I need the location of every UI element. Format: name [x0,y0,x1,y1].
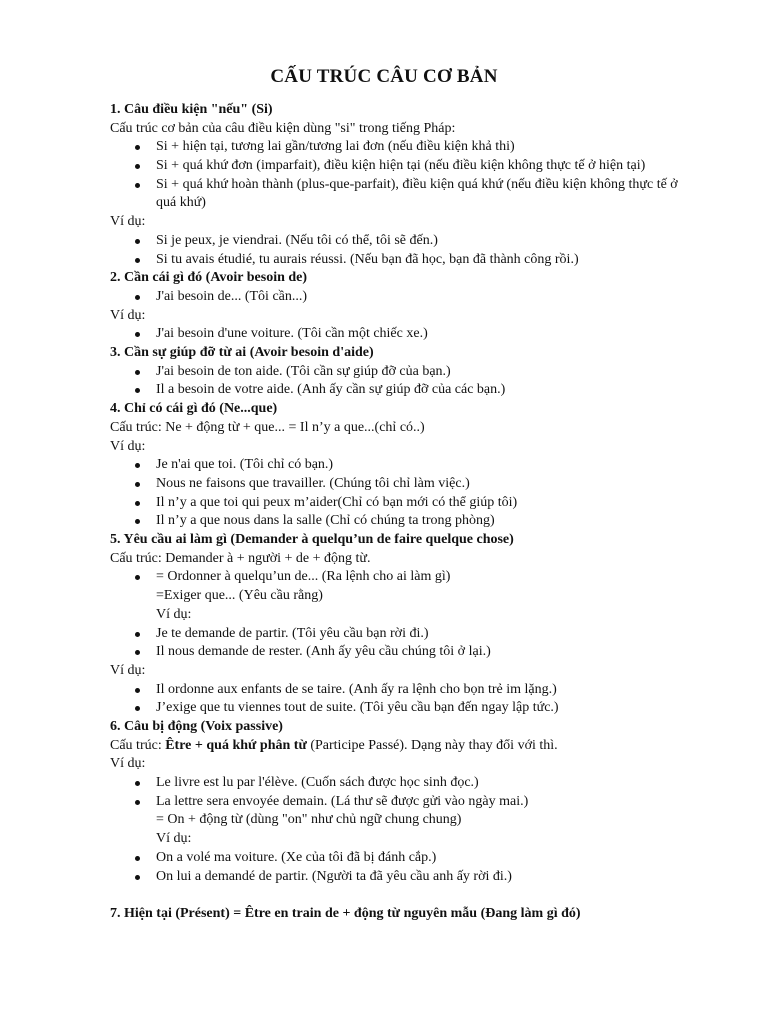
list-item: Si je peux, je viendrai. (Nếu tôi có thể, tôi sẽ đến.) [110,232,690,251]
example-label: Ví dụ: [110,438,146,454]
section-6-heading: 6. Câu bị động (Voix passive) [110,719,283,735]
section-1-intro: Cấu trúc cơ bản của câu điều kiện dùng "si" trong tiếng Pháp: [110,120,456,136]
page-title: CẤU TRÚC CÂU CƠ BẢN [270,66,498,87]
list-item: J'ai besoin de... (Tôi cần...) [110,288,690,307]
spacer [110,886,690,905]
section-1-list [110,138,690,213]
example-label: Ví dụ: [110,756,146,772]
section-5-heading: 5. Yêu cầu ai làm gì (Demander à quelqu’un de faire quelque chose) [110,532,514,548]
list-item: Si + quá khứ hoàn thành (plus-que-parfait), điều kiện quá khứ (nếu điều kiện không thực tế ở quá khứ) [110,176,690,213]
list-item: La lettre sera envoyée demain. (Lá thư sẽ được gửi vào ngày mai.) [110,793,690,812]
list-item [110,568,690,587]
example-label: Ví dụ: [110,307,146,323]
section-5-list [110,568,690,587]
list-continuation: = On + động từ (dùng "on" như chủ ngữ chung chung) [156,812,462,828]
section-3-list [110,363,690,400]
intro-prefix: Cấu trúc: [110,737,166,753]
list-item: J'ai besoin de ton aide. (Tôi cần sự giúp đỡ của bạn.) [110,363,690,382]
intro-suffix: (Participe Passé). Dạng này thay đổi với thì. [306,737,558,753]
section-6-examples [110,774,690,811]
section-3-heading: 3. Cần sự giúp đỡ từ ai (Avoir besoin d'aide) [110,345,374,361]
list-item: Si tu avais étudié, tu aurais réussi. (Nếu bạn đã học, bạn đã thành công rồi.) [110,251,690,270]
list-item: On lui a demandé de partir. (Người ta đã yêu cầu anh ấy rời đi.) [110,868,690,887]
list-item-text: = Ordonner à quelqu’un de... (Ra lệnh cho ai làm gì) [156,569,451,585]
example-label: Ví dụ: [156,606,192,622]
list-item: Nous ne faisons que travailler. (Chúng tôi chỉ làm việc.) [110,475,690,494]
section-2-list [110,288,690,307]
section-1-heading: 1. Câu điều kiện "nếu" (Si) [110,102,273,117]
list-item: Si + quá khứ đơn (imparfait), điều kiện hiện tại (nếu điều kiện không thực tế ở hiện tại) [110,157,690,176]
example-label: Ví dụ: [110,214,146,230]
section-4-examples [110,456,690,531]
list-continuation: =Exiger que... (Yêu cầu rằng) [156,588,323,604]
section-5-examples [110,681,690,718]
section-5-items [110,625,690,662]
section-1-examples [110,232,690,269]
section-4-intro: Cấu trúc: Ne + động từ + que... = Il n’y a que...(chỉ có..) [110,419,425,435]
intro-bold: Être + quá khứ phân từ [165,737,307,753]
list-item: Il ordonne aux enfants de se taire. (Anh ấy ra lệnh cho bọn trẻ im lặng.) [110,681,690,700]
document-body [110,101,690,924]
list-item: On a volé ma voiture. (Xe của tôi đã bị đánh cắp.) [110,849,690,868]
section-6-examples-2 [110,849,690,886]
example-label: Ví dụ: [156,831,192,847]
section-5-intro: Cấu trúc: Demander à + người + de + động từ. [110,550,371,566]
section-2-heading: 2. Cần cái gì đó (Avoir besoin de) [110,270,308,286]
list-item: Je n'ai que toi. (Tôi chỉ có bạn.) [110,456,690,475]
list-item: J’exige que tu viennes tout de suite. (Tôi yêu cầu bạn đến ngay lập tức.) [110,699,690,718]
section-6-intro [110,737,690,756]
list-item: Il n’y a que nous dans la salle (Chỉ có chúng ta trong phòng) [110,512,690,531]
section-2-examples [110,325,690,344]
section-4-heading: 4. Chỉ có cái gì đó (Ne...que) [110,401,278,417]
list-item: J'ai besoin d'une voiture. (Tôi cần một chiếc xe.) [110,325,690,344]
section-7-heading: 7. Hiện tại (Présent) = Être en train de + động từ nguyên mẫu (Đang làm gì đó) [110,905,581,921]
list-item: Il nous demande de rester. (Anh ấy yêu cầu chúng tôi ở lại.) [110,643,690,662]
example-label: Ví dụ: [110,662,146,678]
list-item: Il n’y a que toi qui peux m’aider(Chỉ có bạn mới có thể giúp tôi) [110,494,690,513]
list-item: Si + hiện tại, tương lai gần/tương lai đơn (nếu điều kiện khả thi) [110,138,690,157]
list-item: Il a besoin de votre aide. (Anh ấy cần sự giúp đỡ của các bạn.) [110,381,690,400]
list-item: Je te demande de partir. (Tôi yêu cầu bạn rời đi.) [110,625,690,644]
list-item: Le livre est lu par l'élève. (Cuốn sách được học sinh đọc.) [110,774,690,793]
